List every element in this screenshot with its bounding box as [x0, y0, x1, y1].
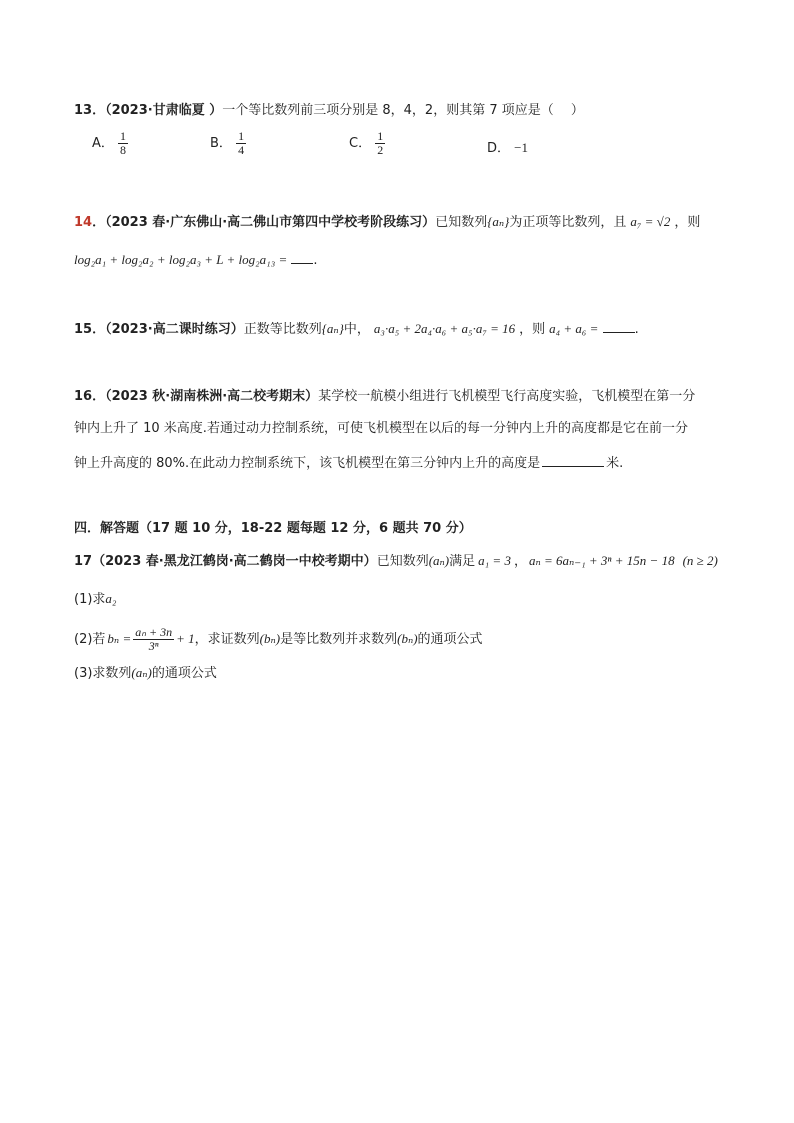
option-label: C． [349, 136, 372, 151]
question-13 [74, 102, 584, 120]
question-17-part3 [74, 664, 217, 683]
question-text: 米. [606, 456, 624, 471]
question-number: 13． [74, 103, 106, 118]
question-source: （2023·高二课时练习） [105, 322, 244, 337]
question-number: 14 [74, 215, 93, 230]
question-16-line3 [74, 452, 623, 473]
option-value: −1 [514, 140, 528, 155]
question-text: 钟上升高度的 80%.在此动力控制系统下，该飞机模型在第三分钟内上升的高度是 [74, 456, 541, 471]
option-fraction: $\frac{1}{2}$ [377, 129, 384, 157]
math-expression: a₂ [105, 591, 117, 606]
question-text: 的通项公式 [417, 632, 483, 647]
question-text: 已知数列 [435, 215, 488, 230]
question-source: ．（2023 春·广东佛山·高二佛山市第四中学校考阶段练习） [92, 215, 436, 230]
math-sequence: {aₙ} [487, 214, 510, 229]
question-text: 某学校一航模小组进行飞机模型飞行高度实验，飞机模型在第一分 [318, 389, 696, 404]
math-expression: bₙ = [107, 631, 132, 646]
question-source: （2023 秋·湖南株洲·高二校考期末） [105, 389, 319, 404]
math-expression: log₂a₁ + log₂a₂ + log₂a₃ + L + log₂a₁₃ = [74, 252, 288, 267]
option-fraction: $\frac{1}{4}$ [238, 129, 245, 157]
question-number: 15． [74, 322, 106, 337]
question-16-line1 [74, 388, 695, 406]
math-sequence: {aₙ} [321, 321, 344, 336]
math-fraction: $\frac{\text{aₙ + 3n}}{\text{3ⁿ}}$ [135, 625, 173, 653]
math-sequence: (aₙ) [428, 553, 450, 568]
question-text: 已知数列 [376, 554, 429, 569]
math-recurrence: aₙ = 6aₙ₋₁ + 3ⁿ + 15n − 18 [528, 553, 675, 568]
punctuation: . [313, 253, 318, 268]
math-expression: + 1 [176, 631, 195, 646]
part-label: (1)求 [74, 592, 106, 607]
math-condition: (n ≥ 2) [682, 553, 718, 568]
question-text: 中， [343, 322, 370, 337]
question-source: （2023 春·黑龙江鹤岗·高二鹤岗一中校考期中） [92, 554, 377, 569]
option-c [349, 130, 385, 157]
option-label: D． [487, 141, 511, 156]
question-text: 满足 [449, 554, 476, 569]
question-text: 一个等比数列前三项分别是 8，4，2，则其第 7 项应是（ ） [222, 103, 584, 118]
option-b [210, 130, 246, 157]
option-a [92, 130, 128, 157]
question-source: （2023·甘肃临夏 ） [105, 103, 223, 118]
question-17-part2 [74, 626, 483, 653]
option-label: B． [210, 136, 232, 151]
option-d [487, 139, 528, 158]
question-text: 钟内上升了 10 米高度.若通过动力控制系统，可使飞机模型在以后的每一分钟内上升的高度都是它在前一分 [74, 421, 688, 436]
math-expression: a₄ + a₆ = [549, 321, 599, 336]
question-text: 是等比数列并求数列 [280, 632, 398, 647]
question-17-part1 [74, 590, 116, 609]
option-label: A． [92, 136, 114, 151]
part-label: (3)求数列 [74, 666, 132, 681]
part-label: (2)若 [74, 632, 106, 647]
punctuation: ， [513, 554, 527, 569]
question-number: 16． [74, 389, 106, 404]
question-number: 17 [74, 554, 93, 569]
answer-blank[interactable] [542, 452, 604, 467]
option-fraction: $\frac{1}{8}$ [120, 129, 127, 157]
math-sequence: (aₙ) [131, 665, 152, 680]
math-sequence: (bₙ) [259, 631, 281, 646]
question-14-line2 [74, 249, 318, 270]
math-condition: a₁ = 3 [478, 553, 511, 568]
question-15 [74, 318, 639, 339]
question-16-line2 [74, 420, 688, 438]
question-text: ，则 [674, 215, 701, 230]
answer-blank[interactable] [603, 318, 635, 333]
question-text: 的通项公式 [151, 666, 217, 681]
math-condition: a₇ = √2 [630, 214, 671, 229]
math-sequence: (bₙ) [397, 631, 418, 646]
question-text: ，求证数列 [194, 632, 260, 647]
question-text: 为正项等比数列，且 [509, 215, 627, 230]
question-14 [74, 213, 700, 232]
math-condition: a₃·a₅ + 2a₄·a₆ + a₅·a₇ = 16 [373, 321, 516, 336]
punctuation: . [634, 322, 639, 337]
question-17 [74, 552, 718, 571]
section-title: 四．解答题（17 题 10 分，18-22 题每题 12 分，6 题共 70 分） [74, 521, 472, 536]
question-text: ，则 [519, 322, 546, 337]
question-text: 正数等比数列 [243, 322, 322, 337]
answer-blank[interactable] [291, 249, 313, 264]
